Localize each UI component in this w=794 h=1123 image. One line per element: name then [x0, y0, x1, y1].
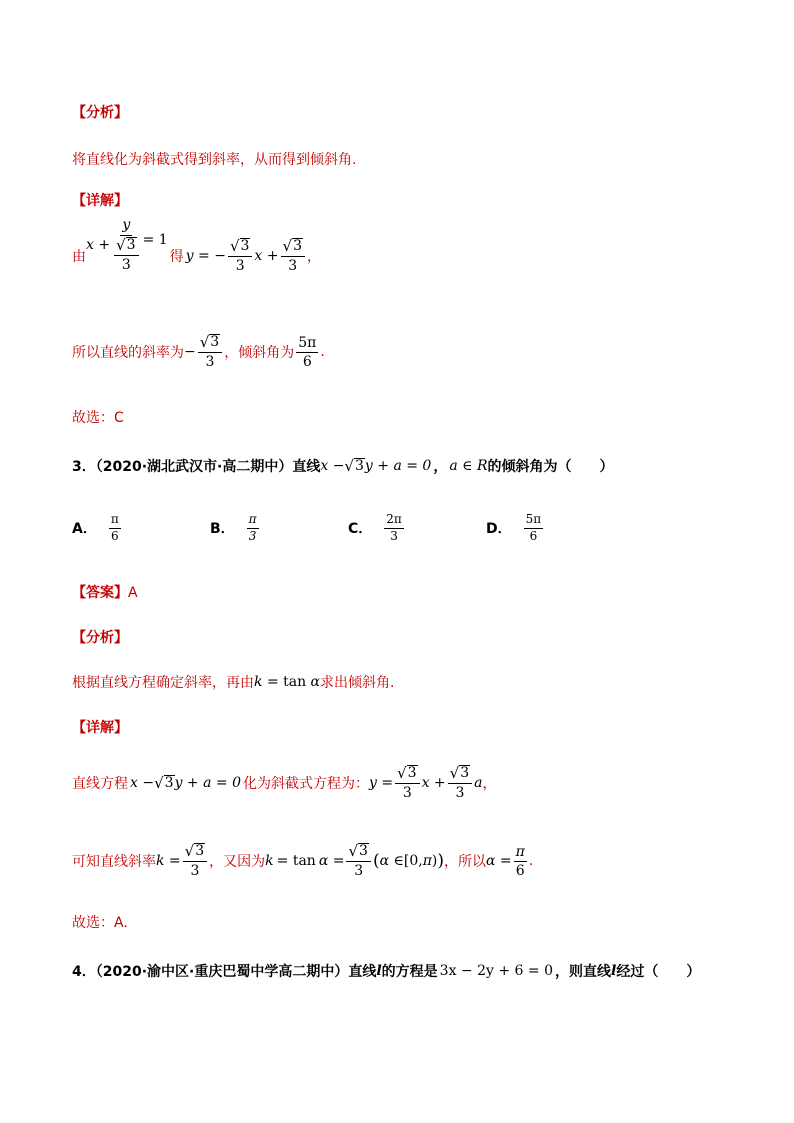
q3-detail-line-1-suffix: ，: [482, 776, 497, 793]
option-b-num: π: [247, 513, 259, 529]
answer-value: A: [128, 585, 138, 601]
equation-slope-form: y = − √ 3 3 x + √ 3 3: [186, 238, 307, 275]
q3-slope-k: k = √ 3 3: [156, 843, 209, 880]
question-3-title-mid: ，: [433, 459, 448, 475]
question-4-line-l-2: l: [611, 963, 617, 979]
angle-value: $\frac{5\pi}{6}$: [298, 334, 317, 370]
question-4-title-prefix: 4．（2020·渝中区·重庆巴蜀中学高二期中）直线: [72, 964, 377, 980]
question-4-title-mid: 的方程是: [381, 964, 438, 980]
q3-detail-line-2: [72, 843, 533, 880]
answer-heading: 【答案】: [72, 585, 128, 601]
question-3-equation: x − √ 3 y + a = 0: [320, 457, 432, 476]
option-a[interactable]: [72, 513, 123, 544]
detail-line-2-prefix: 所以直线的斜率为: [72, 345, 184, 362]
q3-analysis-formula: k = tan α: [254, 674, 321, 690]
option-d[interactable]: [486, 513, 545, 544]
detail-line-1: [72, 217, 321, 275]
detail-line-2: [72, 334, 325, 371]
question-3-title: [72, 456, 614, 476]
question-4-title-suffix: 经过（ ）: [616, 964, 701, 980]
option-c-den: 3: [390, 528, 398, 543]
answer-row: [72, 582, 138, 602]
detail-heading: 【详解】: [72, 193, 128, 209]
q3-detail-line-1: [72, 765, 497, 802]
slope-value: − √ 3 3: [184, 334, 224, 371]
q3-detail-line-1-mid: 化为斜截式方程为：: [243, 776, 369, 793]
option-d-num: 5π: [524, 513, 544, 529]
question-4-line-l: l: [376, 963, 382, 979]
option-c-label: C．: [348, 521, 373, 538]
question-4-equation: 3x − 2y + 6 = 0: [439, 963, 553, 979]
q3-detail-line-2-suffix: .: [528, 853, 534, 870]
q3-detail-equation: x − √ 3 y + a = 0: [130, 774, 241, 793]
analysis-heading: 【分析】: [72, 105, 128, 121]
option-a-label: A．: [72, 521, 97, 538]
q3-analysis-text: [72, 672, 394, 692]
choose-text: 故选：C: [72, 410, 124, 426]
option-d-label: D．: [486, 521, 512, 538]
option-b[interactable]: [210, 513, 261, 544]
equation-intercept-form: x + y √ 3 3 = 1: [86, 217, 168, 274]
question-4-title: [72, 961, 700, 981]
q3-detail-heading: 【详解】: [72, 720, 128, 736]
option-b-label: B．: [210, 521, 235, 538]
q3-alpha-value: α = $\frac{\pi}{6}$: [486, 843, 525, 879]
q3-analysis-suffix: 求出倾斜角.: [320, 675, 395, 691]
q3-detail-line-1-prefix: 直线方程: [72, 776, 128, 793]
option-d-den: 6: [529, 528, 538, 543]
detail-line-2-suffix: .: [320, 344, 325, 361]
q3-detail-line-2-prefix: 可知直线斜率: [72, 854, 156, 871]
detail-line-1-mid: 得: [169, 249, 184, 266]
q3-detail-line-2-mid1: ，又因为: [209, 854, 266, 871]
option-a-num: π: [109, 513, 121, 529]
detail-line-1-suffix: ，: [306, 249, 321, 266]
q3-choose-text: 故选：A.: [72, 915, 128, 931]
option-b-den: 3: [248, 528, 257, 543]
detail-line-2-mid: ，倾斜角为: [224, 345, 295, 362]
option-c[interactable]: [348, 513, 406, 544]
q3-detail-slope-form: y = √ 3 3 x + √ 3 3 a: [369, 764, 483, 802]
q3-detail-line-2-mid2: ，所以: [444, 854, 486, 871]
question-3-title-prefix: 3．（2020·湖北武汉市·高二期中）直线: [72, 459, 321, 475]
option-a-den: 6: [110, 528, 119, 543]
detail-line-1-prefix: 由: [72, 249, 86, 266]
option-c-num: 2π: [384, 513, 404, 529]
analysis-text: 将直线化为斜截式得到斜率，从而得到倾斜角.: [72, 152, 357, 168]
q3-analysis-prefix: 根据直线方程确定斜率，再由: [72, 675, 254, 691]
q3-analysis-heading: 【分析】: [72, 630, 128, 646]
question-3-title-suffix: 的倾斜角为（ ）: [487, 459, 614, 475]
question-3-domain: a ∈ R: [449, 458, 488, 474]
q3-tan-relation: k = tan α = √ 3 3 ( α ∈ [0, π ) ): [265, 842, 444, 880]
question-4-title-mid2: ，则直线: [555, 964, 611, 980]
